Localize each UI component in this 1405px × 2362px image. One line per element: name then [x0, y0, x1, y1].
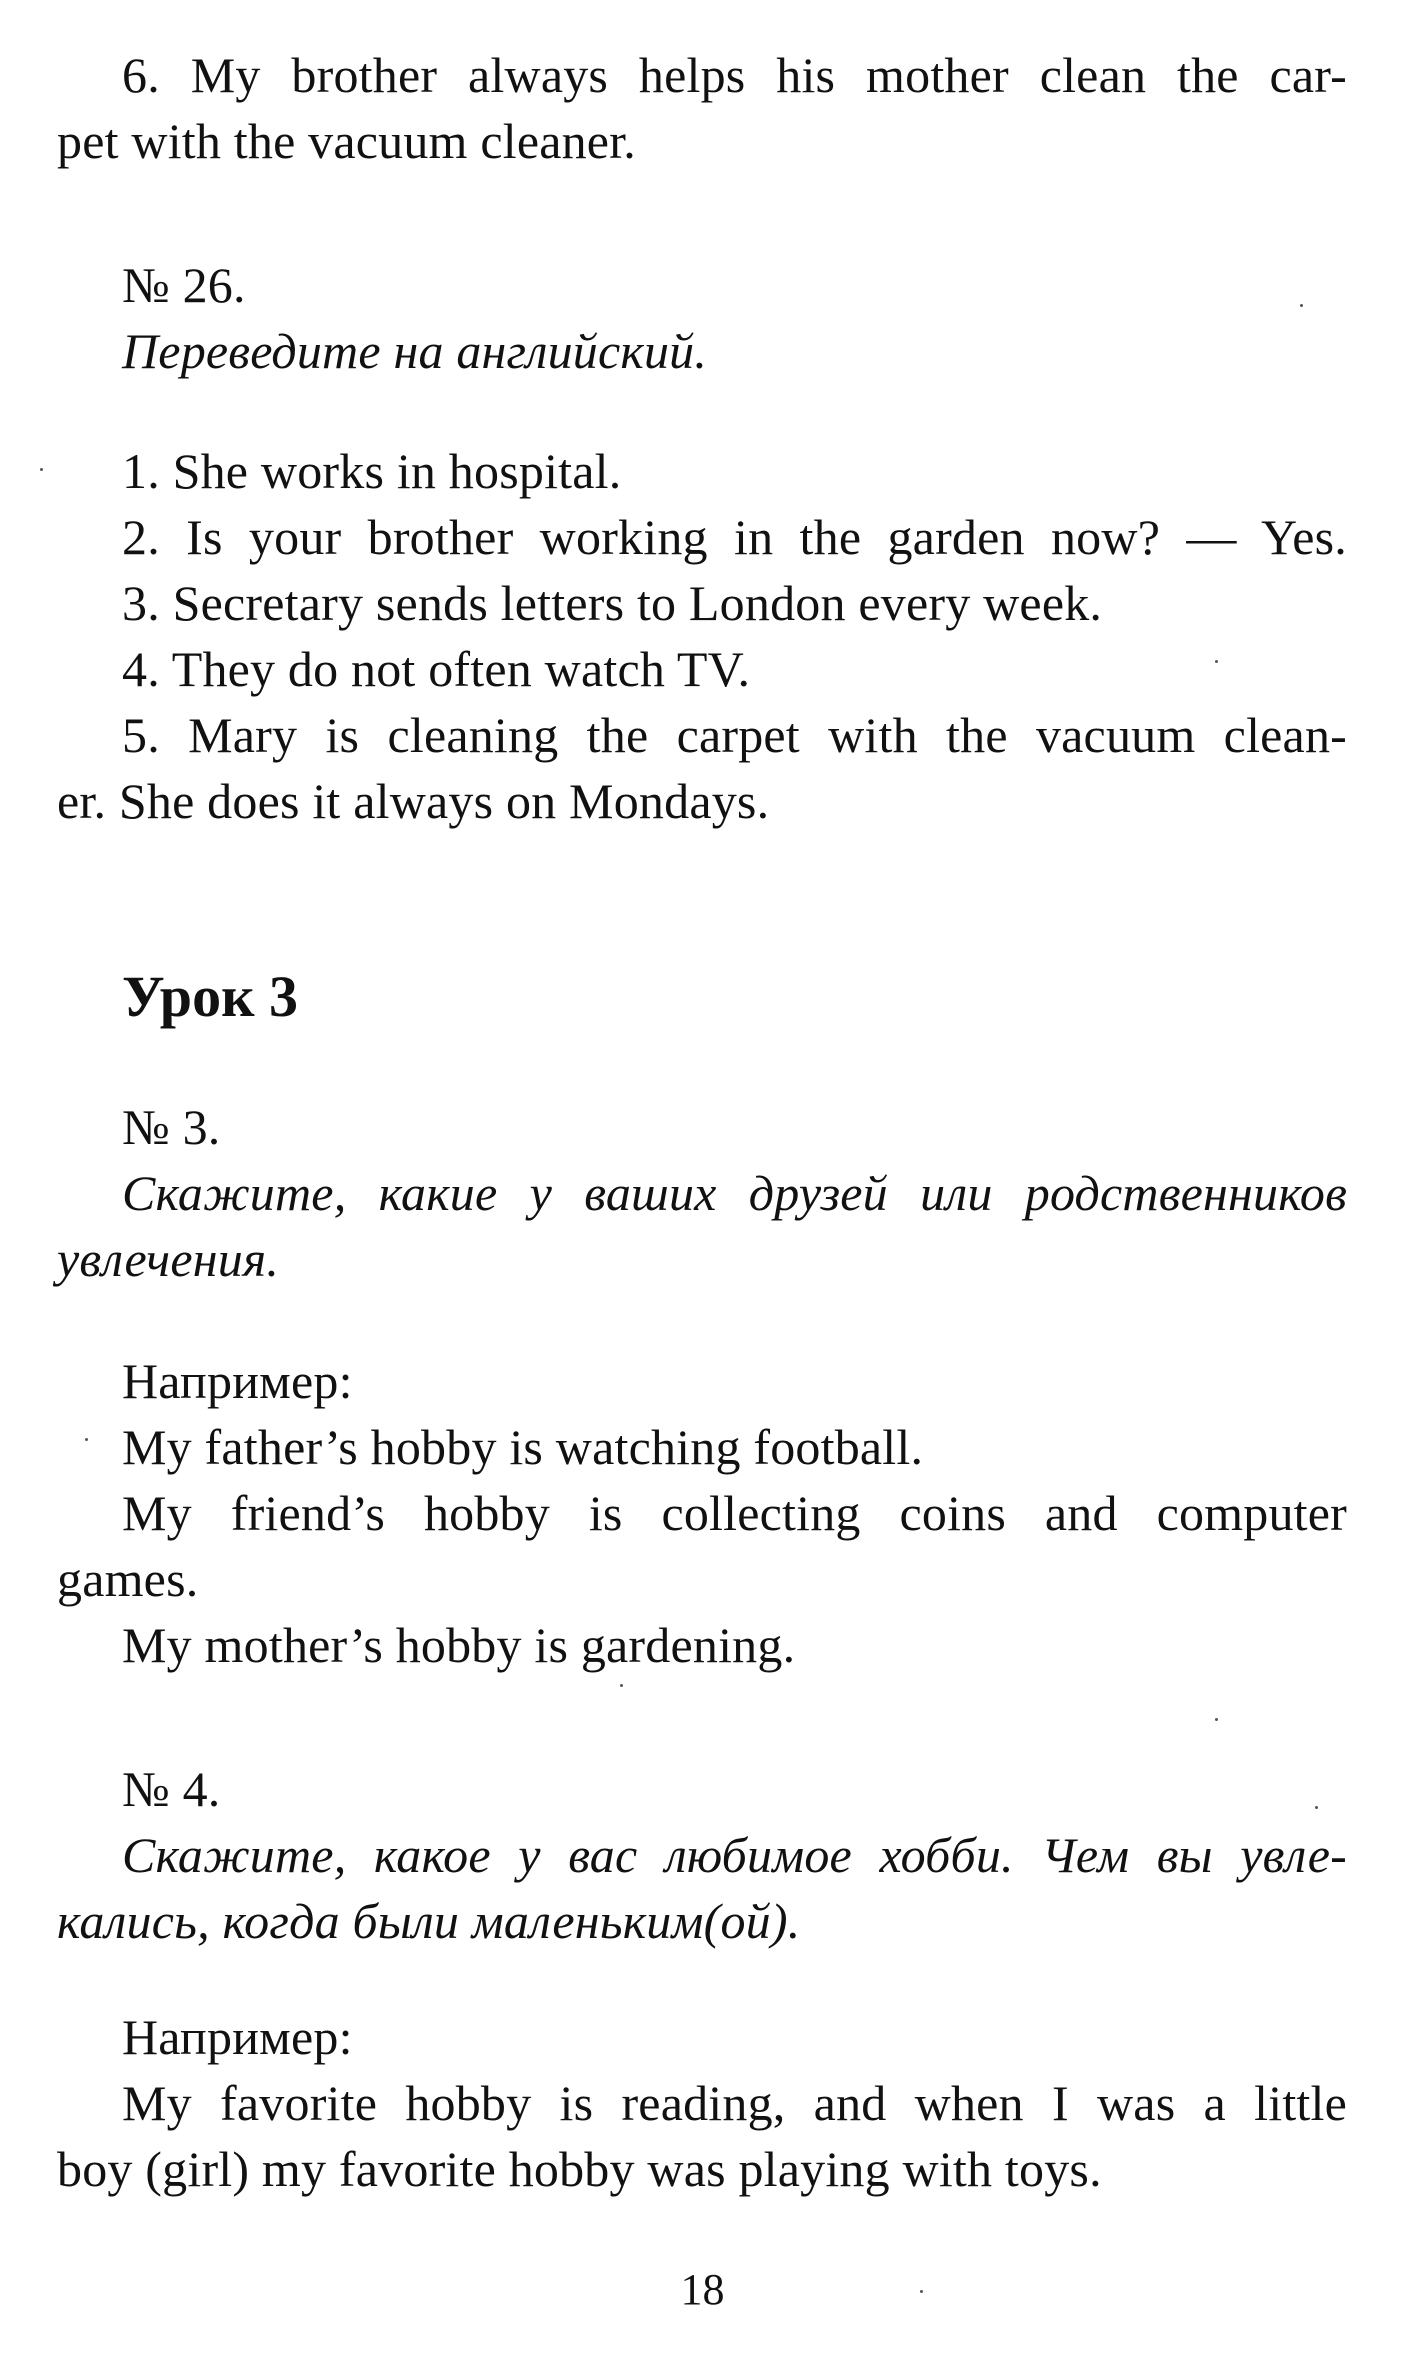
exercise-26-item-4: 4. They do not often watch TV.	[122, 641, 751, 697]
exercise-26-item-5: 5. Mary is cleaning the carpet with the vacuum clean-	[122, 707, 1347, 763]
lesson-heading: Урок 3	[122, 964, 298, 1029]
exercise-4-answer-line1: My favorite hobby is reading, and when I was a little	[122, 2075, 1347, 2131]
exercise-4-example-label: Например:	[122, 2009, 353, 2065]
exercise-3-example-label: Например:	[122, 1353, 353, 1409]
exercise-3-instruction-line2: увлечения.	[57, 1231, 280, 1287]
exercise-3-example-line3: My mother’s hobby is gardening.	[122, 1617, 796, 1673]
item6-line1: 6. My brother always helps his mother clean the car-	[122, 47, 1347, 103]
exercise-26-item-2: 2. Is your brother working in the garden now? — Yes.	[122, 509, 1347, 565]
scan-speck	[1315, 1806, 1318, 1809]
scan-speck	[920, 2290, 923, 2293]
scan-speck	[85, 1438, 88, 1441]
scan-speck	[1215, 660, 1218, 663]
exercise-26-item-3: 3. Secretary sends letters to London every week.	[122, 575, 1103, 631]
exercise-4-number: № 4.	[122, 1761, 221, 1817]
exercise-26-instruction: Переведите на английский.	[122, 323, 708, 379]
exercise-4-instruction-line2: кались, когда были маленьким(ой).	[57, 1893, 801, 1949]
exercise-26-number: № 26.	[122, 257, 246, 313]
scan-speck	[620, 1684, 623, 1687]
exercise-3-example-line2a: My friend’s hobby is collecting coins and computer	[122, 1485, 1347, 1541]
scan-speck	[1215, 1718, 1218, 1721]
exercise-4-instruction-line1: Скажите, какое у вас любимое хобби. Чем вы увле-	[122, 1827, 1347, 1883]
scan-speck	[1300, 304, 1303, 307]
item6-line2: pet with the vacuum cleaner.	[57, 113, 636, 169]
exercise-4-answer-line2: boy (girl) my favorite hobby was playing with toys.	[57, 2141, 1102, 2197]
exercise-26-item-1: 1. She works in hospital.	[122, 443, 622, 499]
exercise-3-example-line1: My father’s hobby is watching football.	[122, 1419, 924, 1475]
exercise-3-instruction-line1: Скажите, какие у ваших друзей или родственников	[122, 1165, 1347, 1221]
page-number: 18	[680, 2265, 725, 2314]
scan-speck	[40, 468, 43, 471]
exercise-26-item-5-cont: er. She does it always on Mondays.	[57, 773, 770, 829]
exercise-3-example-line2b: games.	[57, 1551, 199, 1607]
exercise-3-number: № 3.	[122, 1099, 221, 1155]
